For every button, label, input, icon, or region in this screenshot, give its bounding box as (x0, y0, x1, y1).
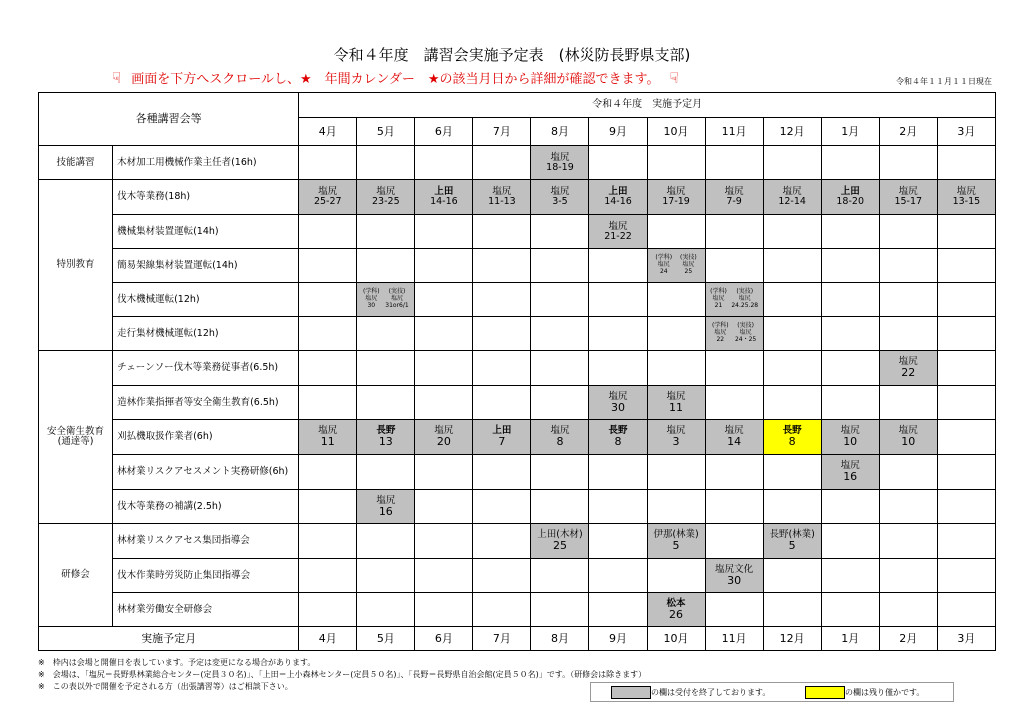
schedule-cell (821, 317, 879, 351)
schedule-cell (879, 317, 937, 351)
legend-gray-text: の欄は受付を終了しております。 (651, 688, 771, 697)
month-footer: 1月 (821, 627, 879, 651)
course-name: チェーンソー伐木等業務従事者(6.5h) (113, 351, 299, 386)
month-header: 8月 (531, 118, 589, 146)
legend (590, 682, 954, 702)
schedule-cell (473, 351, 531, 386)
course-name: 伐木作業時労災防止集団指導会 (113, 559, 299, 593)
table-row (39, 283, 996, 317)
schedule-cell (415, 249, 473, 283)
schedule-cell: 長野 13 (357, 420, 415, 455)
schedule-cell: 塩尻 7-9 (705, 180, 763, 215)
table-row (39, 249, 996, 283)
schedule-cell (879, 386, 937, 420)
table-row (39, 351, 996, 386)
schedule-cell (937, 420, 995, 455)
schedule-cell: 塩尻 13-15 (937, 180, 995, 215)
table-row (39, 180, 996, 215)
schedule-cell (531, 593, 589, 627)
schedule-cell (763, 351, 821, 386)
schedule-cell (589, 593, 647, 627)
schedule-cell (531, 215, 589, 249)
session-detail: (学科) 塩尻 22 (711, 322, 729, 343)
month-header: 6月 (415, 118, 473, 146)
month-footer: 6月 (415, 627, 473, 651)
schedule-cell: 塩尻 25-27 (299, 180, 357, 215)
session-detail: (学科) 塩尻 24 (655, 254, 673, 275)
session-detail: (実技) 塩尻 31or6/1 (385, 288, 409, 309)
schedule-cell (589, 455, 647, 490)
course-name: 伐木機械運転(12h) (113, 283, 299, 317)
schedule-cell (415, 317, 473, 351)
schedule-cell (473, 215, 531, 249)
schedule-cell: 塩尻 16 (357, 490, 415, 524)
schedule-cell (821, 490, 879, 524)
course-name: 伐木等業務の補講(2.5h) (113, 490, 299, 524)
schedule-cell: 長野 8 (763, 420, 821, 455)
table-row (39, 559, 996, 593)
schedule-cell (937, 249, 995, 283)
schedule-cell (821, 146, 879, 180)
category-label: 研修会 (39, 524, 113, 627)
table-row (39, 317, 996, 351)
schedule-cell (763, 490, 821, 524)
schedule-cell: 塩尻 14 (705, 420, 763, 455)
month-header: 11月 (705, 118, 763, 146)
schedule-cell (705, 146, 763, 180)
schedule-cell (473, 283, 531, 317)
schedule-cell: 塩尻文化 30 (705, 559, 763, 593)
schedule-cell (299, 351, 357, 386)
schedule-cell (415, 215, 473, 249)
table-row (39, 215, 996, 249)
month-header: 1月 (821, 118, 879, 146)
schedule-cell (937, 455, 995, 490)
month-footer: 3月 (937, 627, 995, 651)
schedule-cell: 上田 14-16 (415, 180, 473, 215)
schedule-cell (763, 559, 821, 593)
schedule-cell: 塩尻 22 (879, 351, 937, 386)
course-name: 造林作業指揮者等安全衛生教育(6.5h) (113, 386, 299, 420)
schedule-cell (415, 593, 473, 627)
schedule-cell (299, 524, 357, 559)
schedule-cell (299, 249, 357, 283)
schedule-cell: 塩尻 3-5 (531, 180, 589, 215)
schedule-cell (299, 386, 357, 420)
schedule-cell (299, 593, 357, 627)
schedule-cell (647, 351, 705, 386)
schedule-cell (705, 455, 763, 490)
schedule-cell: 塩尻 18-19 (531, 146, 589, 180)
schedule-cell (821, 283, 879, 317)
schedule-cell (531, 386, 589, 420)
schedule-cell (299, 283, 357, 317)
schedule-cell (821, 524, 879, 559)
schedule-cell (647, 283, 705, 317)
month-footer: 4月 (299, 627, 357, 651)
schedule-cell (705, 317, 763, 351)
month-footer: 12月 (763, 627, 821, 651)
schedule-cell (589, 524, 647, 559)
schedule-cell (473, 490, 531, 524)
schedule-cell: 塩尻 11 (299, 420, 357, 455)
schedule-cell (299, 146, 357, 180)
schedule-cell (647, 146, 705, 180)
schedule-cell (531, 351, 589, 386)
schedule-cell (415, 455, 473, 490)
schedule-cell (763, 283, 821, 317)
table-row (39, 490, 996, 524)
month-header: 5月 (357, 118, 415, 146)
course-name: 機械集材装置運転(14h) (113, 215, 299, 249)
schedule-cell (531, 559, 589, 593)
schedule-cell (589, 490, 647, 524)
split-session (357, 289, 414, 310)
schedule-cell (647, 490, 705, 524)
schedule-cell: 上田 14-16 (589, 180, 647, 215)
schedule-cell (879, 146, 937, 180)
schedule-cell (937, 283, 995, 317)
schedule-cell (879, 559, 937, 593)
table-row (39, 146, 996, 180)
course-name: 刈払機取扱作業者(6h) (113, 420, 299, 455)
schedule-cell (705, 215, 763, 249)
month-header: 3月 (937, 118, 995, 146)
schedule-cell (879, 593, 937, 627)
schedule-cell (299, 317, 357, 351)
session-detail: (実技) 塩尻 24・25 (734, 322, 757, 343)
schedule-cell (821, 249, 879, 283)
schedule-cell: 塩尻 3 (647, 420, 705, 455)
schedule-cell (531, 317, 589, 351)
schedule-cell (357, 249, 415, 283)
split-session (706, 323, 763, 344)
table-row (39, 455, 996, 490)
schedule-cell (473, 386, 531, 420)
month-footer: 11月 (705, 627, 763, 651)
schedule-cell (473, 249, 531, 283)
schedule-cell (589, 146, 647, 180)
category-label: 安全衛生教育 (通達等) (39, 351, 113, 524)
schedule-cell: 長野(林業) 5 (763, 524, 821, 559)
schedule-cell (589, 249, 647, 283)
table-row (39, 524, 996, 559)
schedule-cell (821, 559, 879, 593)
table-row (39, 593, 996, 627)
schedule-cell (415, 283, 473, 317)
table-row (39, 420, 996, 455)
schedule-cell (937, 386, 995, 420)
schedule-cell (763, 455, 821, 490)
footnote: ※ 会場は、「塩尻＝長野県林業総合センター(定員３０名)」、「上田＝上小森林センター(定員５０名)」、「長野＝長野県自治会館(定員５０名)」です。（研修会は除きます） (38, 670, 647, 679)
schedule-cell (473, 146, 531, 180)
schedule-cell (705, 524, 763, 559)
month-footer: 5月 (357, 627, 415, 651)
category-label: 特別教育 (39, 180, 113, 351)
schedule-cell (763, 593, 821, 627)
schedule-cell (705, 283, 763, 317)
schedule-cell (879, 490, 937, 524)
schedule-cell (415, 146, 473, 180)
schedule-cell (763, 386, 821, 420)
schedule-cell (879, 283, 937, 317)
schedule-cell (821, 351, 879, 386)
schedule-cell (937, 351, 995, 386)
schedule-cell: 上田 7 (473, 420, 531, 455)
header-plan-label: 令和４年度 実施予定月 (299, 93, 996, 118)
schedule-cell (357, 283, 415, 317)
schedule-cell (705, 593, 763, 627)
footnote: ※ 枠内は会場と開催日を表しています。予定は変更になる場合があります。 (38, 658, 316, 667)
schedule-cell (415, 351, 473, 386)
page-title: 令和４年度 講習会実施予定表 (林災防長野県支部) (333, 46, 691, 64)
schedule-cell (705, 490, 763, 524)
schedule-cell (937, 490, 995, 524)
month-footer: 2月 (879, 627, 937, 651)
month-header: 12月 (763, 118, 821, 146)
schedule-cell (473, 524, 531, 559)
schedule-cell (357, 559, 415, 593)
schedule-cell (821, 215, 879, 249)
schedule-cell: 上田 18-20 (821, 180, 879, 215)
schedule-cell (937, 559, 995, 593)
month-header: 7月 (473, 118, 531, 146)
footer-label: 実施予定月 (39, 627, 299, 651)
schedule-cell (763, 215, 821, 249)
scroll-notice-text: 画面を下方へスクロールし、★ 年間カレンダー ★の該当月日から詳細が確認できます。 (131, 72, 660, 87)
session-detail: (実技) 塩尻 24.25.28 (731, 288, 759, 309)
schedule-cell (937, 146, 995, 180)
schedule-cell: 塩尻 23-25 (357, 180, 415, 215)
course-name: 林材業リスクアセス集団指導会 (113, 524, 299, 559)
schedule-cell (647, 249, 705, 283)
schedule-cell (415, 559, 473, 593)
course-name: 簡易架線集材装置運転(14h) (113, 249, 299, 283)
legend-gray-swatch (611, 686, 651, 699)
schedule-cell (589, 351, 647, 386)
schedule-cell: 松本 26 (647, 593, 705, 627)
schedule-cell (763, 317, 821, 351)
schedule-cell: 塩尻 10 (879, 420, 937, 455)
footnotes (38, 657, 646, 693)
schedule-cell (473, 593, 531, 627)
schedule-cell: 塩尻 21-22 (589, 215, 647, 249)
schedule-cell (705, 249, 763, 283)
schedule-cell (763, 249, 821, 283)
scroll-notice (112, 68, 679, 87)
schedule-cell (357, 215, 415, 249)
month-footer: 9月 (589, 627, 647, 651)
schedule-cell (879, 455, 937, 490)
schedule-cell: 塩尻 8 (531, 420, 589, 455)
schedule-cell (647, 215, 705, 249)
schedule-cell (705, 351, 763, 386)
schedule-cell (531, 490, 589, 524)
schedule-cell (357, 386, 415, 420)
as-of-date: 令和４年１１月１１日現在 (896, 77, 992, 86)
schedule-cell (357, 317, 415, 351)
schedule-cell: 塩尻 30 (589, 386, 647, 420)
schedule-cell: 塩尻 12-14 (763, 180, 821, 215)
schedule-cell (415, 490, 473, 524)
schedule-cell (531, 249, 589, 283)
session-detail: (学科) 塩尻 30 (362, 288, 380, 309)
schedule-cell: 塩尻 15-17 (879, 180, 937, 215)
month-footer: 10月 (647, 627, 705, 651)
course-name: 伐木等業務(18h) (113, 180, 299, 215)
schedule-cell: 塩尻 20 (415, 420, 473, 455)
schedule-cell: 塩尻 17-19 (647, 180, 705, 215)
schedule-cell (531, 283, 589, 317)
legend-yellow-text: の欄は残り僅かです。 (845, 688, 925, 697)
schedule-cell: 伊那(林業) 5 (647, 524, 705, 559)
schedule-cell: 塩尻 11-13 (473, 180, 531, 215)
session-detail: (実技) 塩尻 25 (680, 254, 697, 275)
schedule-cell (357, 146, 415, 180)
course-name: 林材業労働安全研修会 (113, 593, 299, 627)
schedule-cell (589, 559, 647, 593)
schedule-cell (647, 317, 705, 351)
schedule-cell (299, 215, 357, 249)
session-detail: (学科) 塩尻 21 (710, 288, 727, 309)
schedule-cell (879, 524, 937, 559)
schedule-cell (589, 317, 647, 351)
schedule-cell: 塩尻 10 (821, 420, 879, 455)
schedule-cell: 塩尻 16 (821, 455, 879, 490)
schedule-table (38, 92, 996, 651)
schedule-cell: 長野 8 (589, 420, 647, 455)
month-header: 4月 (299, 118, 357, 146)
month-header: 2月 (879, 118, 937, 146)
pointing-hand-icon: ☟ (112, 69, 122, 87)
schedule-cell (473, 559, 531, 593)
month-header: 9月 (589, 118, 647, 146)
schedule-cell (647, 455, 705, 490)
month-footer: 7月 (473, 627, 531, 651)
month-header: 10月 (647, 118, 705, 146)
schedule-cell (763, 146, 821, 180)
schedule-cell (647, 559, 705, 593)
pointing-hand-icon: ☟ (669, 69, 679, 87)
split-session (706, 289, 763, 310)
schedule-cell: 上田(木材) 25 (531, 524, 589, 559)
schedule-cell (357, 455, 415, 490)
schedule-cell (937, 317, 995, 351)
course-name: 木材加工用機械作業主任者(16h) (113, 146, 299, 180)
course-name: 林材業リスクアセスメント実務研修(6h) (113, 455, 299, 490)
category-label: 技能講習 (39, 146, 113, 180)
schedule-cell (879, 215, 937, 249)
schedule-cell (821, 593, 879, 627)
schedule-cell (879, 249, 937, 283)
table-row (39, 386, 996, 420)
schedule-cell (937, 593, 995, 627)
schedule-cell (299, 490, 357, 524)
schedule-cell (473, 317, 531, 351)
schedule-cell: 塩尻 11 (647, 386, 705, 420)
header-course-label: 各種講習会等 (39, 93, 299, 146)
legend-yellow-swatch (805, 686, 845, 699)
schedule-cell (357, 593, 415, 627)
schedule-cell (415, 386, 473, 420)
schedule-cell (937, 215, 995, 249)
schedule-cell (299, 559, 357, 593)
schedule-cell (937, 524, 995, 559)
schedule-cell (531, 455, 589, 490)
schedule-cell (299, 455, 357, 490)
course-name: 走行集材機械運転(12h) (113, 317, 299, 351)
schedule-cell (473, 455, 531, 490)
schedule-cell (821, 386, 879, 420)
schedule-cell (357, 351, 415, 386)
schedule-cell (589, 283, 647, 317)
schedule-cell (357, 524, 415, 559)
split-session (648, 255, 705, 276)
schedule-cell (415, 524, 473, 559)
month-footer: 8月 (531, 627, 589, 651)
footnote: ※ この表以外で開催を予定される方（出張講習等）はご相談下さい。 (38, 682, 293, 691)
schedule-cell (705, 386, 763, 420)
